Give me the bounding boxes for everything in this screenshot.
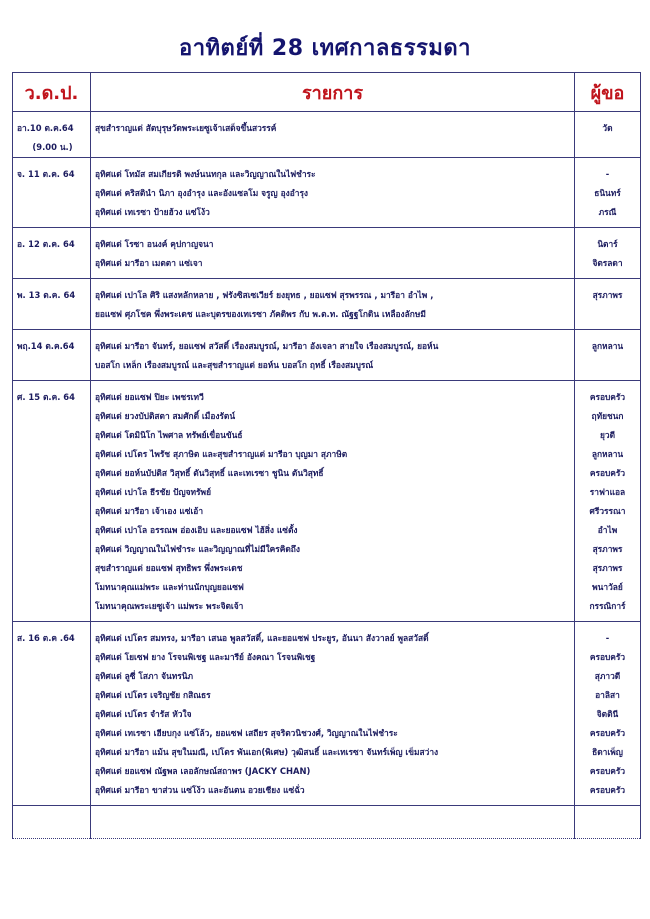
table-row	[13, 158, 641, 228]
table-row	[13, 279, 641, 330]
intention-item: อุทิศแด่ โรซา อนงค์ คุปกาญจนา	[95, 239, 214, 249]
requester-name: จิตตินี	[596, 709, 619, 719]
requester-name: -	[605, 169, 610, 179]
row-date-cell	[13, 330, 91, 381]
row-items-cell	[91, 622, 575, 806]
row-date-cell	[13, 158, 91, 228]
row-requester-cell	[575, 158, 641, 228]
requester-name: ธิดาเพ็ญ	[592, 747, 623, 757]
requester-name: สุภาวดี	[594, 671, 621, 681]
requester-name: ราฟาแอล	[589, 487, 626, 497]
requester-name: ครอบครัว	[589, 468, 626, 478]
row-requester-cell	[575, 112, 641, 158]
requester-name: -	[605, 633, 610, 643]
requester-name: กรรณิการ์	[589, 601, 626, 611]
requester-name: ลูกหลาน	[591, 449, 624, 459]
requester-name: ฤทัยชนก	[591, 411, 624, 421]
requester-name: ครอบครัว	[589, 728, 626, 738]
intention-item: อุทิศแด่ ยอห์นบัปติส วิสุทธิ์ ตันวิสุทธิ์ และเทเรซา ชูนิน ตันวิสุทธิ์	[95, 468, 324, 478]
intention-item: โมทนาคุณแม่พระ และท่านนักบุญยอแซฟ	[95, 582, 244, 592]
requester-name: พนาวัลย์	[592, 582, 623, 592]
header-date: ว.ด.ป.	[13, 73, 91, 112]
intention-item: อุทิศแด่ โดมินิโก ไพศาล ทรัพย์เขื่อนขันธ์	[95, 430, 243, 440]
row-items-cell	[91, 381, 575, 622]
intention-item: อุทิศแด่ ยอแซฟ ณัฐพล เลอลักษณ์สถาพร (JACKY CHAN)	[95, 766, 311, 776]
intention-item: อุทิศแด่ วิญญาณในไฟชำระ และวิญญาณที่ไม่มีใครคิดถึง	[95, 544, 300, 554]
empty-cell	[91, 806, 575, 839]
requester-name: ครอบครัว	[589, 652, 626, 662]
row-date: ศ. 15 ต.ค. 64	[17, 392, 75, 402]
row-date: พ. 13 ต.ค. 64	[17, 290, 76, 300]
intention-item: อุทิศแด่ โยเซฟ ยาง โรจนพิเชฐ และมารีย์ อังคณา โรจนพิเชฐ	[95, 652, 316, 662]
table-row	[13, 622, 641, 806]
header-requester: ผู้ขอ	[575, 73, 641, 112]
table-row	[13, 228, 641, 279]
requester-name: ครอบครัว	[589, 392, 626, 402]
requester-name: อำไพ	[597, 525, 618, 535]
row-date: พฤ.14 ต.ค.64	[17, 341, 75, 351]
row-date-cell	[13, 622, 91, 806]
table-header-row	[13, 73, 641, 112]
page-title: อาทิตย์ที่ 28 เทศกาลธรรมดา	[178, 36, 472, 61]
row-date: ส. 16 ต.ค .64	[17, 633, 75, 643]
header-items: รายการ	[91, 73, 575, 112]
row-requester-cell	[575, 330, 641, 381]
row-items-cell	[91, 158, 575, 228]
intention-item: อุทิศแด่ มารีอา ขาส่วน แซ่โง้ว และอันตน อวยเชียง แซ่ฉั่ว	[95, 785, 305, 795]
intention-item: อุทิศแด่ เปาโล ศิริ แสงหลักหลาย , ฟรังซิสเซเวียร์ ยงยุทธ , ยอแซฟ สุรพรรณ , มารีอา อำไพ ,	[95, 290, 434, 300]
intention-item: อุทิศแด่ คริสตินำ นิภา อุงอำรุง และอังแซลโม จรูญ อุงอำรุง	[95, 188, 309, 198]
row-date-time: (9.00 น.)	[32, 142, 73, 152]
row-date-cell	[13, 112, 91, 158]
table-body	[13, 112, 641, 839]
row-date: อ. 12 ต.ค. 64	[17, 239, 75, 249]
requester-name: ภรณี	[598, 207, 617, 217]
table-row	[13, 381, 641, 622]
intention-item: อุทิศแด่ เปาโล อรรณพ อ่องเอิบ และยอแซฟ ไฮ้สิ่ง แซ่ตั้ง	[95, 525, 298, 535]
requester-name: ธนินทร์	[594, 188, 621, 198]
intention-item: อุทิศแด่ มารีอา เมตตา แซ่เจา	[95, 258, 203, 268]
requester-name: ครอบครัว	[589, 766, 626, 776]
requester-name: วัด	[602, 123, 613, 133]
row-requester-cell	[575, 228, 641, 279]
requester-name: ลูกหลาน	[591, 341, 624, 351]
row-items-cell	[91, 279, 575, 330]
intentions-table	[12, 72, 641, 839]
intention-item: สุขสำราญแด่ สัตบุรุษวัดพระเยซูเจ้าเสด็จขึ้นสวรรค์	[95, 123, 277, 133]
table-row	[13, 330, 641, 381]
intention-item: โมทนาคุณพระเยซูเจ้า แม่พระ พระจิตเจ้า	[95, 601, 244, 611]
empty-table-row	[13, 806, 641, 839]
table-row	[13, 112, 641, 158]
requester-name: ศรีวรรณา	[589, 506, 626, 516]
requester-name: สุรภาพร	[592, 563, 623, 573]
requester-name: สุรภาพร	[592, 544, 623, 554]
row-items-cell	[91, 228, 575, 279]
row-date: จ. 11 ต.ค. 64	[17, 169, 75, 179]
intention-item: อุทิศแด่ ยอแซฟ ปิยะ เพชรเทวี	[95, 392, 204, 402]
requester-name: นิตาร์	[597, 239, 618, 249]
row-date-cell	[13, 381, 91, 622]
requester-name: จิตรลดา	[592, 258, 623, 268]
intention-item: อุทิศแด่ ลูซี่ โสภา จันทรนิภ	[95, 671, 193, 681]
row-requester-cell	[575, 279, 641, 330]
requester-name: สุรภาพร	[592, 290, 623, 300]
intention-item: อุทิศแด่ มารีอา เจ้าเอง แซ่เอ้า	[95, 506, 204, 516]
row-date: อา.10 ต.ค.64	[17, 123, 74, 133]
row-date-cell	[13, 279, 91, 330]
row-requester-cell	[575, 622, 641, 806]
intention-item: ยอแซฟ ศุภโชค พึ่งพระเดช และบุตรของเทเรซา ภัคดิพร กับ พ.ต.ท. ณัฐฐโกดิน เหลืองลักษมี	[95, 309, 426, 319]
intention-item: อุทิศแด่ มารีอา แม้น สุขในมณี, เปโตร พันเอก(พิเศษ) วุฒิสนธิ์ และเทเรซา จันทร์เพ็ญ เข็มสว่าง	[95, 747, 439, 757]
requester-name: ยุวดี	[599, 430, 616, 440]
intention-item: อุทิศแด่ เปาโล ธีรชัย ปัญจทรัพย์	[95, 487, 211, 497]
empty-cell	[575, 806, 641, 839]
requester-name: อาลิสา	[595, 690, 620, 700]
empty-cell	[13, 806, 91, 839]
row-items-cell	[91, 330, 575, 381]
intention-item: บอสโก เหล็ก เรืองสมบูรณ์ และสุขสำราญแด่ ยอห์น บอสโก ฤทธิ์ เรืองสมบูรณ์	[95, 360, 374, 370]
intention-item: อุทิศแด่ มารีอา จันทร์, ยอแซฟ สวัสดิ์ เรืองสมบูรณ์, มารีอา อังเจลา สายใจ เรืองสมบูรณ์, ยอห์น	[95, 341, 439, 351]
intention-item: อุทิศแด่ เปโตร จำรัส หัวใจ	[95, 709, 192, 719]
requester-name: ครอบครัว	[589, 785, 626, 795]
row-requester-cell	[575, 381, 641, 622]
intention-item: สุขสำราญแด่ ยอแซฟ สุทธิพร พึ่งพระเดช	[95, 563, 243, 573]
intention-item: อุทิศแด่ ยวงบัปติสตา สมศักดิ์ เมืองรัตน์	[95, 411, 236, 421]
intention-item: อุทิศแด่ โทมัส สมเกียรติ พงษ์นนทกุล และวิญญาณในไฟชำระ	[95, 169, 316, 179]
row-date-cell	[13, 228, 91, 279]
intention-item: อุทิศแด่ เปโตร ไพรัช สุภาษิต และสุขสำราญแด่ มารีอา บุญมา สุภาษิต	[95, 449, 348, 459]
intention-item: อุทิศแด่ เปโตร เจริญชัย กสิณธร	[95, 690, 211, 700]
intention-item: อุทิศแด่ เทเรซา ป้ายฮ้วง แซ่โง้ว	[95, 207, 210, 217]
intention-item: อุทิศแด่ เทเรซา เฮียบกุง แซ่โล้ว, ยอแซฟ เสถียร สุจริตวนิชวงศ์, วิญญาณในไฟชำระ	[95, 728, 398, 738]
intention-item: อุทิศแด่ เปโตร สมทรง, มารีอา เสนอ พูลสวัสดิ์, และยอแซฟ ประยูร, อันนา สังวาลย์ พูลสวัสดิ์	[95, 633, 429, 643]
row-items-cell	[91, 112, 575, 158]
